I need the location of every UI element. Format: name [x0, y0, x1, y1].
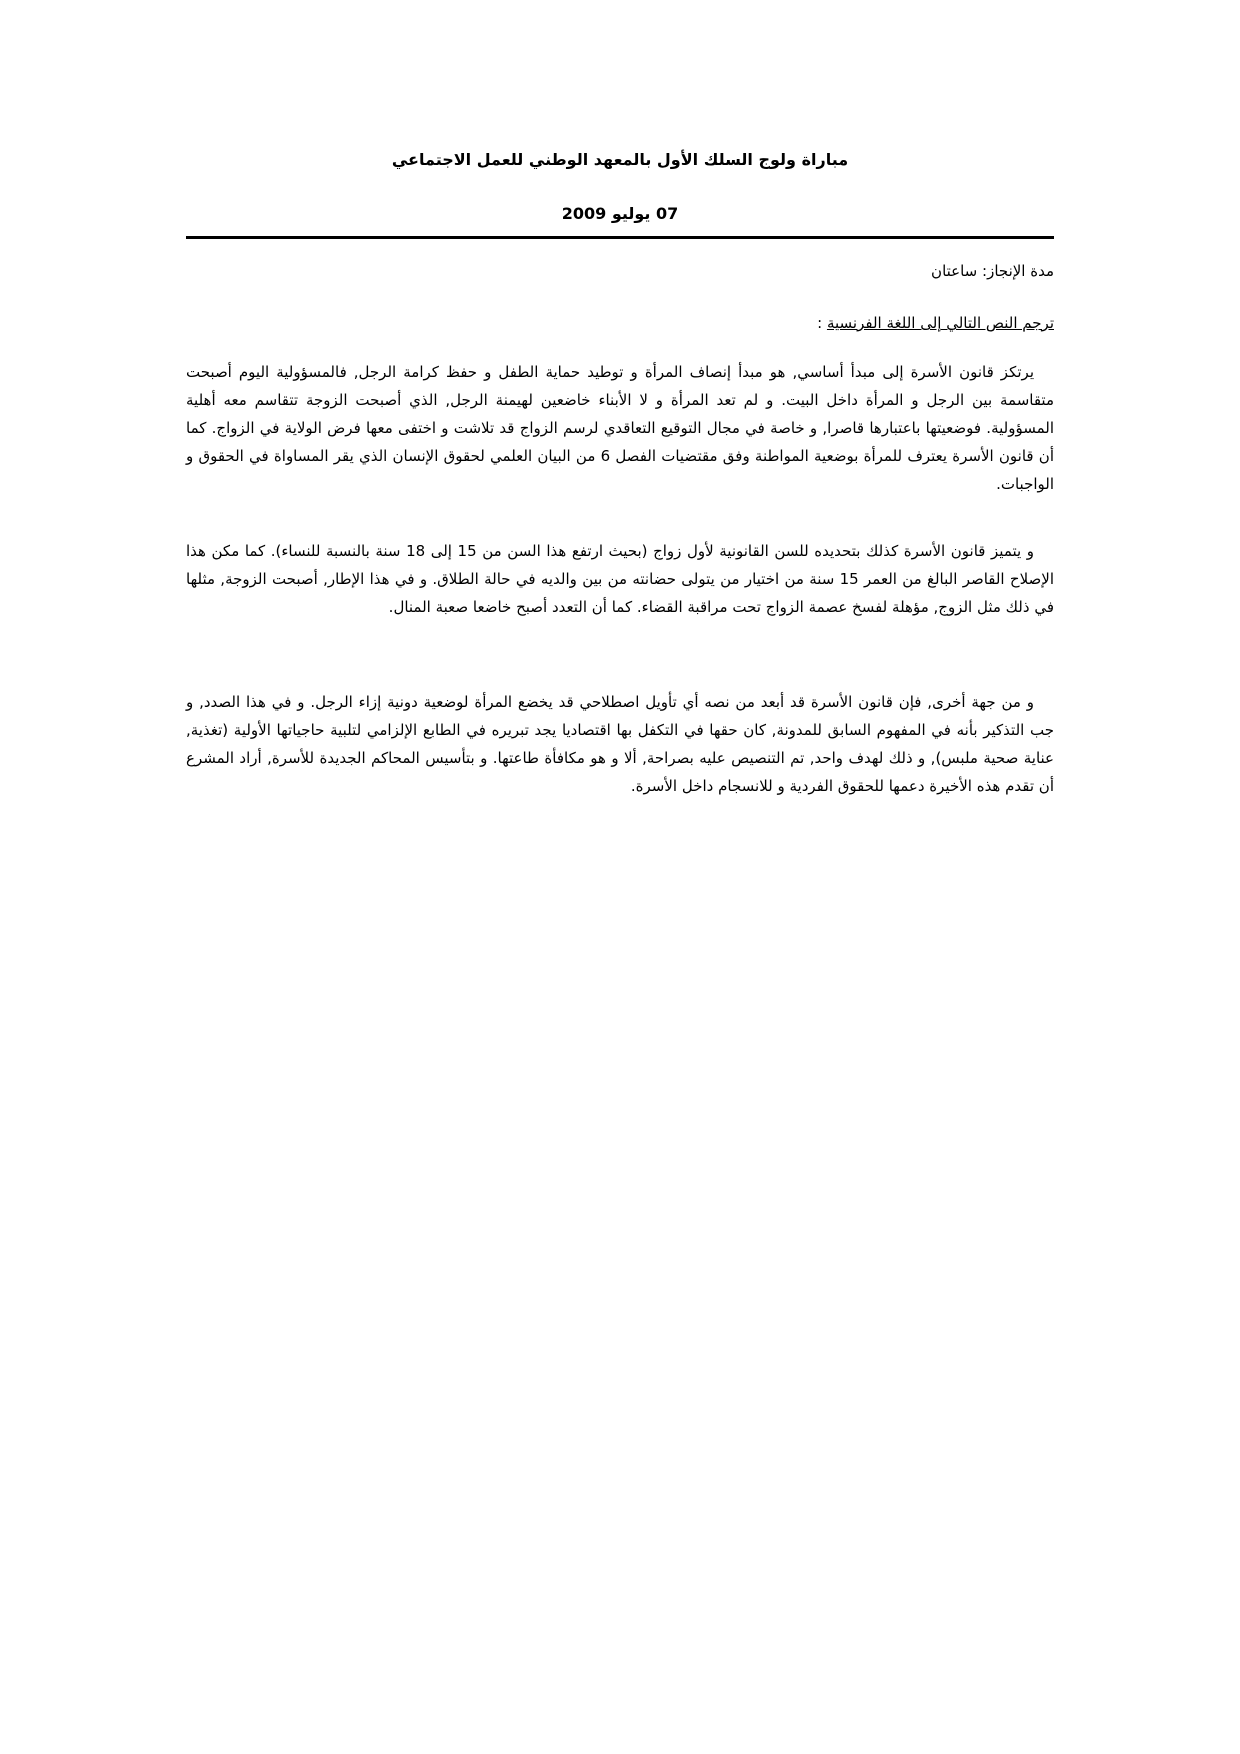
paragraph-1: يرتكز قانون الأسرة إلى مبدأ أساسي, هو مبدأ إنصاف المرأة و توطيد حماية الطفل و حفظ كرامة الرجل, فالمسؤولية اليوم أصبحت متقاسمة بين الرجل و المرأة داخل البيت. و لم تعد المرأة و لا الأبناء خاضعين لهيمنة الرجل, الذي أصبحت الزوجة تتقاسم معه أهلية المسؤولية. فوضعيتها باعتبارها قاصرا, و خاصة في مجال التوقيع التعاقدي لرسم الزواج قد تلاشت و اختفى معها فرض الولاية في الزواج. كما أن قانون الأسرة يعترف للمرأة بوضعية المواطنة وفق مقتضيات الفصل 6 من البيان العلمي لحقوق الإنسان الذي يقر المساواة في الحقوق و الواجبات. [186, 363, 1054, 493]
header-divider [186, 236, 1054, 239]
paragraph-3: و من جهة أخرى, فإن قانون الأسرة قد أبعد من نصه أي تأويل اصطلاحي قد يخضع المرأة لوضعية دونية إزاء الرجل. و في هذا الصدد, و جب التذكير بأنه في المفهوم السابق للمدونة, كان حقها في التكفل بها اقتصاديا يجد تبريره في الطابع الإلزامي لتلبية حاجياتها الأولية (تغذية, عناية صحية ملبس), و ذلك لهدف واحد, تم التنصيص عليه بصراحة, ألا و هو مكافأة طاعتها. و بتأسيس المحاكم الجديدة للأسرة, أراد المشرع أن تقدم هذه الأخيرة دعمها للحقوق الفردية و للانسجام داخل الأسرة. [186, 693, 1054, 795]
exam-date: 07 يوليو 2009 [561, 204, 679, 223]
paragraph-2: و يتميز قانون الأسرة كذلك بتحديده للسن القانونية لأول زواج (بحيث ارتفع هذا السن من 15 إلى 18 سنة بالنسبة للنساء). كما مكن هذا الإصلاح القاصر البالغ من العمر 15 سنة من اختيار من يتولى حضانته من بين والديه في حالة الطلاق. و في هذا الإطار, أصبحت الزوجة, مثلها في ذلك مثل الزوج, مؤهلة لفسخ عصمة الزواج تحت مراقبة القضاء. كما أن التعدد أصبح خاضعا صعبة المنال. [186, 542, 1054, 616]
translation-instruction [817, 314, 1054, 332]
instruction-text: ترجم النص التالي إلى اللغة الفرنسية [826, 314, 1054, 332]
instruction-colon: : [817, 314, 827, 332]
exam-title: مباراة ولوج السلك الأول بالمعهد الوطني للعمل الاجتماعي [391, 150, 849, 169]
exam-duration: مدة الإنجاز: ساعتان [931, 262, 1054, 280]
